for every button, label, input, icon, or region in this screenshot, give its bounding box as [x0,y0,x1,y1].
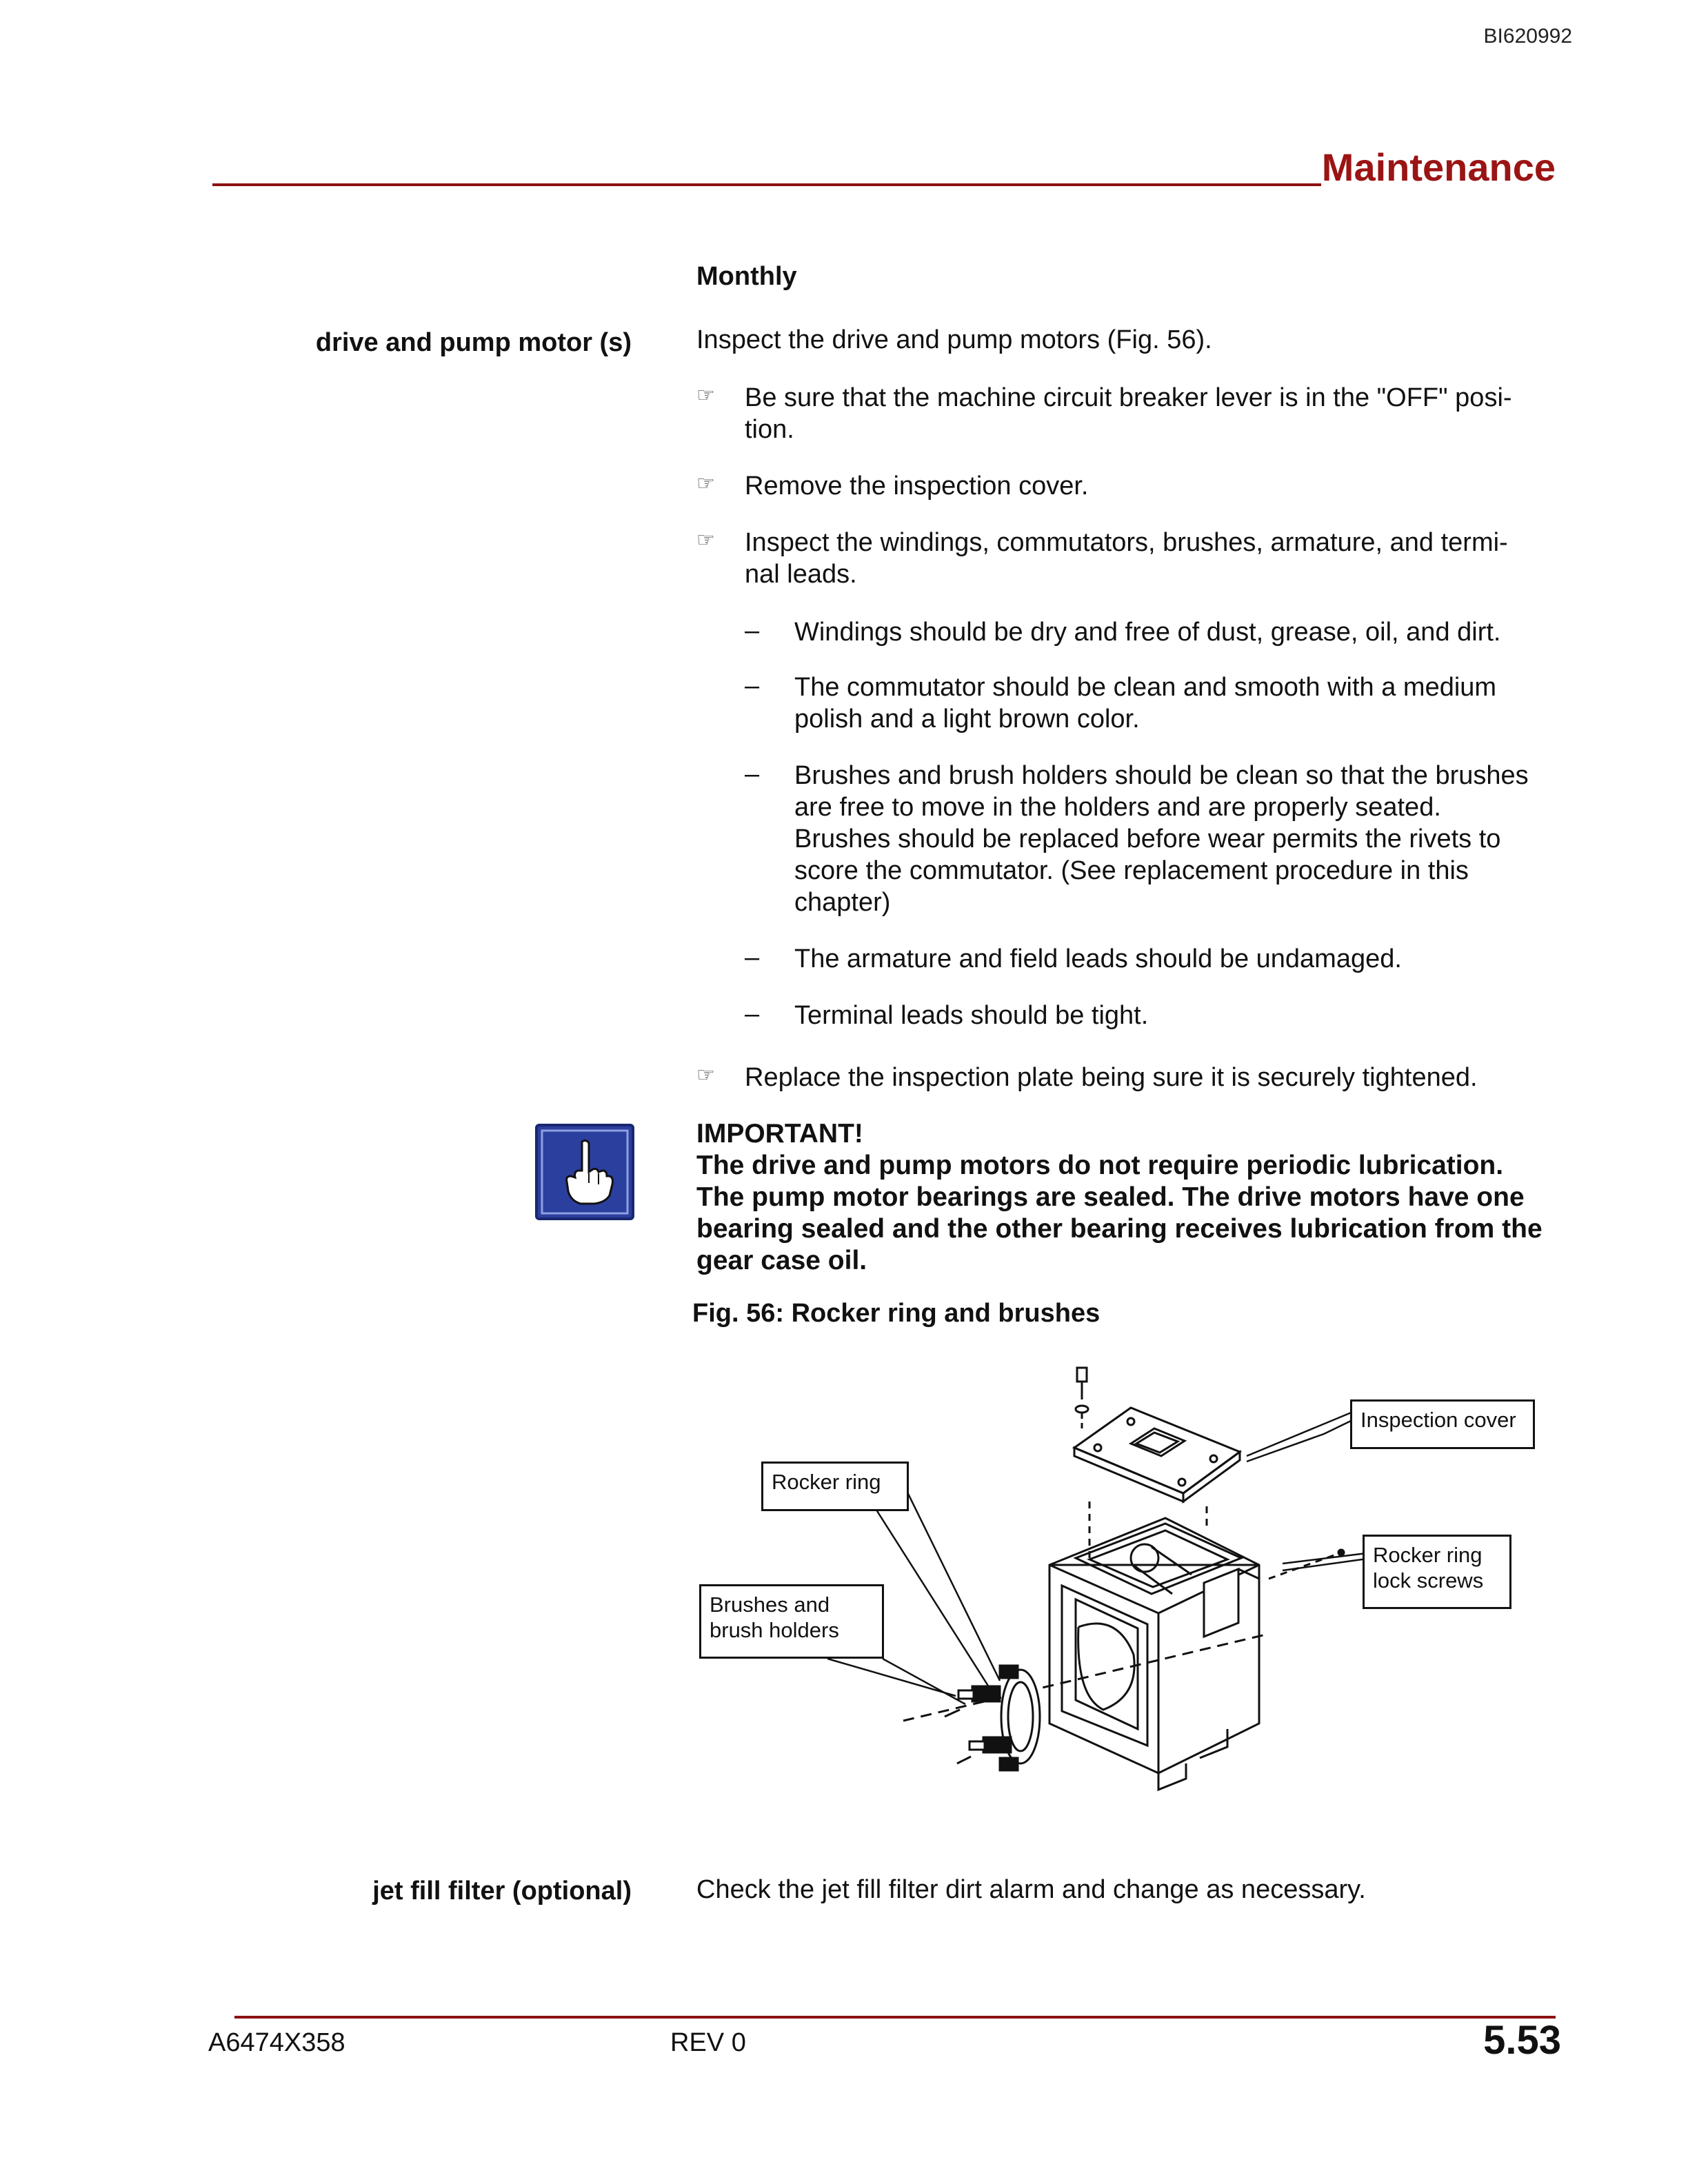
callout-label: Inspection cover [1360,1408,1516,1432]
callout-label: Rocker ring [1373,1543,1483,1567]
step-text: tion. [745,415,794,444]
side-label-filter: jet fill filter (optional) [372,1877,632,1905]
filter-text: Check the jet fill filter dirt alarm and change as necessary. [696,1875,1366,1904]
dash-marker: – [745,760,760,789]
pointing-hand-icon: ☞ [696,384,715,407]
callout-lock-screws [1363,1535,1511,1609]
important-line: gear case oil. [696,1246,867,1275]
sub-item-text: Windings should be dry and free of dust, grease, oil, and dirt. [794,618,1501,647]
callout-label: Rocker ring [772,1470,881,1494]
step-text: Remove the inspection cover. [745,472,1089,501]
important-line: The drive and pump motors do not require periodic lubrication. [696,1151,1504,1180]
callout-brushes [699,1584,884,1659]
callout-label: Brushes and [710,1593,830,1617]
header-rule [212,183,1321,186]
document-id: BI620992 [1483,25,1572,48]
step-text: Replace the inspection plate being sure it is securely tightened. [745,1063,1478,1092]
part-number: A6474X358 [208,2028,345,2057]
step-text: nal leads. [745,560,857,589]
sub-item-text: The armature and field leads should be undamaged. [794,944,1402,973]
callout-rocker-ring [761,1462,909,1511]
callout-label: lock screws [1373,1568,1484,1593]
sub-item-text: are free to move in the holders and are properly seated. [794,793,1441,822]
sub-item-text: polish and a light brown color. [794,705,1140,734]
intro-text: Inspect the drive and pump motors (Fig. 56). [696,325,1212,354]
figure-caption: Fig. 56: Rocker ring and brushes [692,1299,1101,1328]
sub-item-text: Terminal leads should be tight. [794,1001,1149,1030]
dash-marker: – [745,1000,760,1029]
important-line: bearing sealed and the other bearing receives lubrication from the [696,1214,1543,1244]
callout-label: brush holders [710,1618,839,1642]
callout-inspection-cover [1350,1399,1535,1449]
important-title: IMPORTANT! [696,1119,863,1149]
revision: REV 0 [670,2028,746,2057]
dash-marker: – [745,943,760,972]
sub-item-text: score the commutator. (See replacement procedure in this [794,856,1469,885]
pointing-hand-icon: ☞ [696,472,715,495]
dash-marker: – [745,671,760,700]
sub-item-text: The commutator should be clean and smooth with a medium [794,673,1497,702]
sub-item-text: Brushes and brush holders should be clean so that the brushes [794,761,1529,790]
section-title: Maintenance [1321,145,1556,189]
note-finger-icon [535,1124,634,1220]
pointing-hand-icon: ☞ [696,1064,715,1086]
footer-rule [234,2016,1556,2019]
page-heading: Monthly [696,262,797,291]
step-text: Inspect the windings, commutators, brushes, armature, and termi- [745,528,1508,557]
step-text: Be sure that the machine circuit breaker lever is in the "OFF" posi- [745,383,1512,412]
side-label-motors: drive and pump motor (s) [315,328,632,357]
sub-item-text: Brushes should be replaced before wear permits the rivets to [794,825,1501,853]
important-line: The pump motor bearings are sealed. The drive motors have one [696,1182,1525,1212]
pointing-hand-icon: ☞ [696,529,715,552]
page-number: 5.53 [1483,2018,1561,2063]
sub-item-text: chapter) [794,888,891,917]
dash-marker: – [745,616,760,645]
